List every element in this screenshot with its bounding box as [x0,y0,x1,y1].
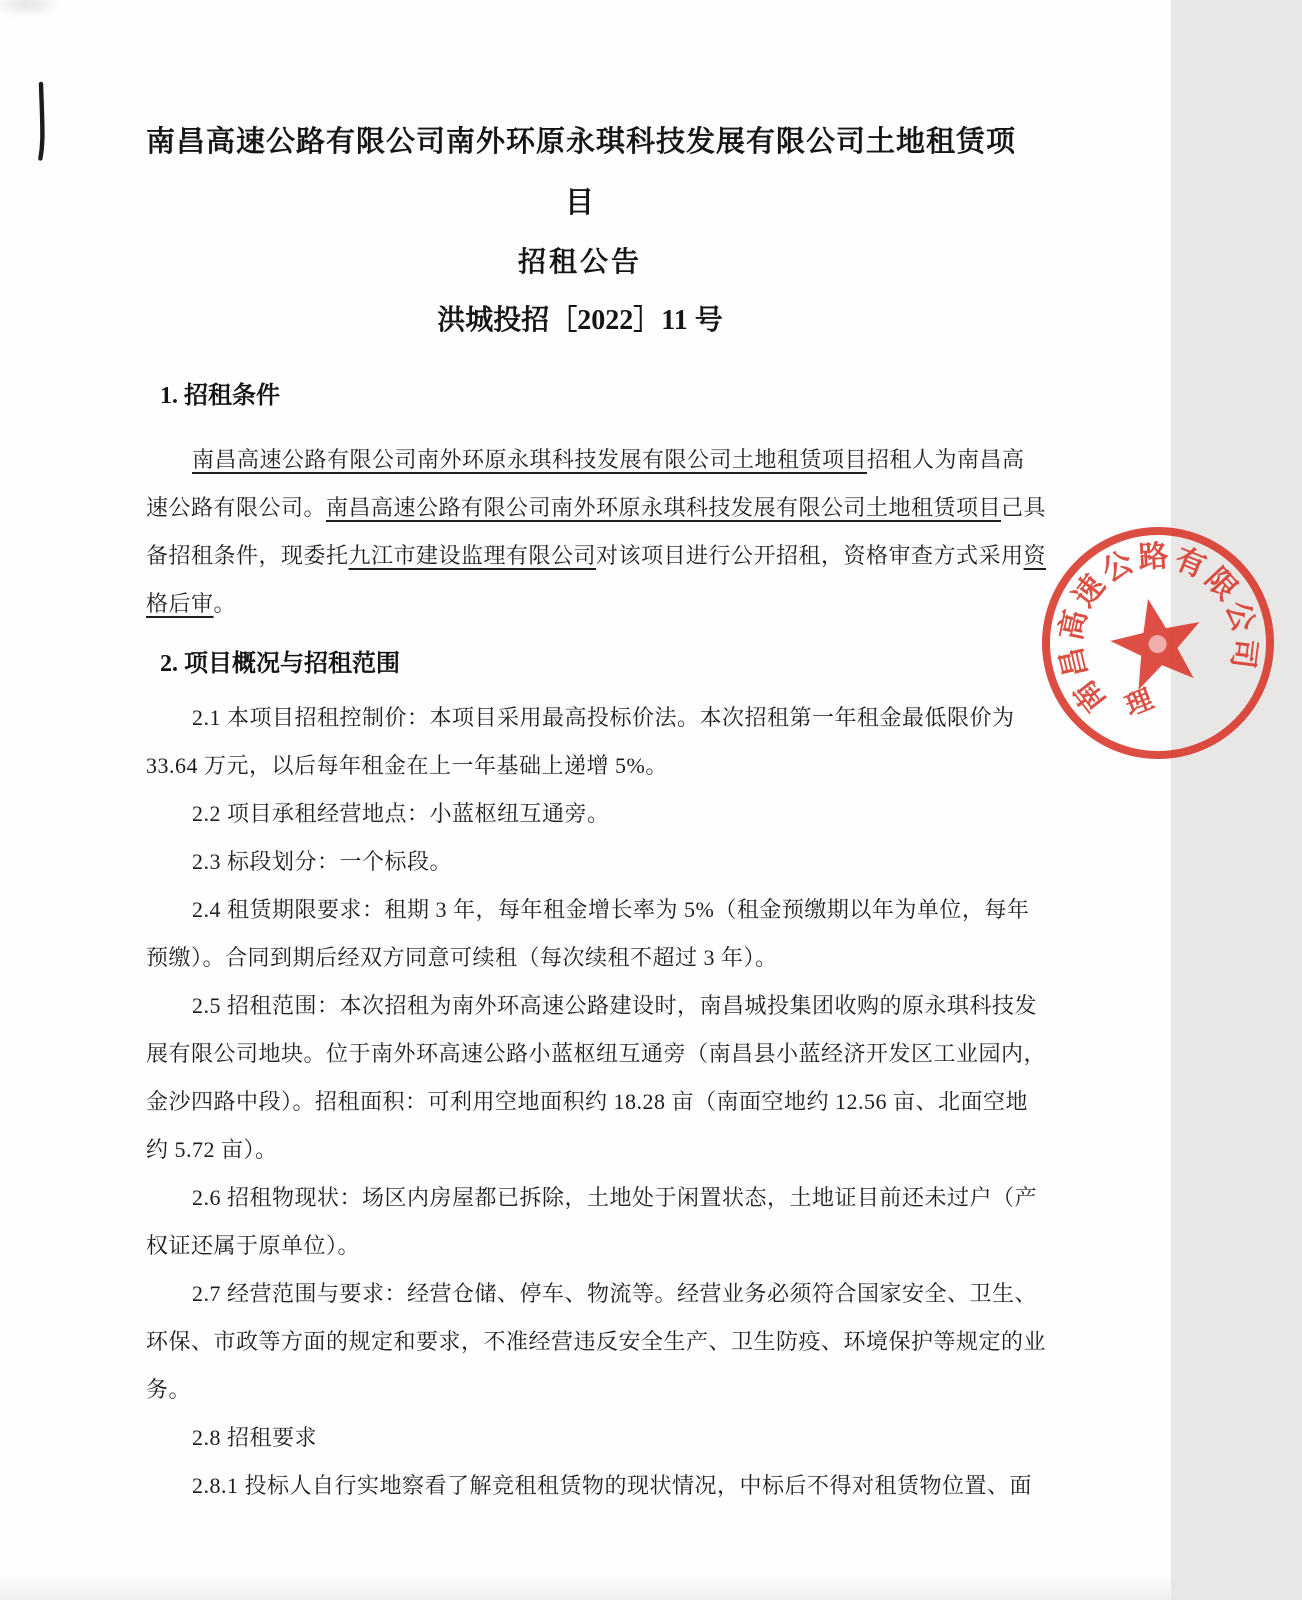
document-subtitle: 招租公告 [517,247,642,278]
doc-line [146,982,1038,1030]
plain-text: 2.8 招租要求 [192,1425,318,1450]
doc-line [146,484,1047,532]
doc-line [146,436,1025,484]
plain-text: 招租人为南昌高 [867,447,1025,472]
plain-text: 。 [213,591,237,616]
plain-text: 2.6 招租物现状：场区内房屋都已拆除，土地处于闲置状态，土地证目前还未过户（产 [192,1185,1038,1210]
doc-line [146,1462,1033,1510]
svg-text:南: 南 [1067,673,1113,718]
svg-text:理: 理 [1121,683,1158,722]
title-line-2: 目 [564,187,595,219]
title-line-1: 南昌高速公路有限公司南外环原永琪科技发展有限公司土地租赁项 [146,126,1017,158]
plain-text: 2.7 经营范围与要求：经营仓储、停车、物流等。经营业务必须符合国家安全、卫生、 [192,1281,1038,1306]
doc-line [146,1030,1047,1078]
doc-line [146,1126,1014,1174]
doc-line [146,790,1014,838]
document-number: 洪城投招［2022］11 号 [437,305,723,336]
section-heading: 1. 招租条件 [160,383,280,409]
svg-text:司: 司 [1225,636,1262,671]
doc-line [146,1174,1038,1222]
svg-text:限: 限 [1198,562,1244,607]
plain-text: 约 5.72 亩）。 [146,1137,278,1162]
underlined-text: 九江市建设监理有限公司 [348,543,597,568]
plain-text: 对该项目进行公开招租，资格审查方式采用 [596,543,1024,568]
doc-line [146,1366,1014,1414]
doc-line [146,1270,1038,1318]
doc-line [146,580,1014,628]
company-seal-stamp [1022,500,1302,800]
doc-line [146,838,1014,886]
seal-star-icon [1103,590,1210,694]
plain-text: 权证还属于原单位）。 [146,1233,361,1258]
plain-text: 备招租条件，现委托 [146,543,349,568]
pen-mark-artifact [30,78,54,164]
document-title [146,0,1017,349]
doc-line [146,532,1047,580]
svg-text:速: 速 [1067,569,1112,614]
underlined-text: 格后审 [146,591,214,616]
doc-line [146,1318,1047,1366]
plain-text: 展有限公司地块。位于南外环高速公路小蓝枢纽互通旁（南昌县小蓝经济开发区工业园内， [146,1041,1047,1066]
plain-text: 2.3 标段划分：一个标段。 [192,849,453,874]
doc-line [146,1222,1014,1270]
svg-text:公: 公 [1219,597,1261,636]
svg-text:路: 路 [1137,539,1170,575]
plain-text: 己具 [1001,495,1047,520]
doc-line [146,742,1014,790]
underlined-text: 南昌高速公路有限公司南外环原永琪科技发展有限公司土地租赁项目 [326,495,1002,520]
plain-text: 2.2 项目承租经营地点：小蓝枢纽互通旁。 [192,801,610,826]
scan-smudge [0,0,62,18]
document-body [146,378,1047,1510]
section-heading: 2. 项目概况与招租范围 [160,651,400,677]
document-content [146,0,1047,1510]
plain-text: 速公路有限公司。 [146,495,327,520]
doc-line [146,1414,1014,1462]
svg-text:有: 有 [1170,542,1211,585]
underlined-text: 南昌高速公路有限公司南外环原永琪科技发展有限公司土地租赁项目 [192,447,868,472]
underlined-text: 资 [1023,543,1047,568]
plain-text: 金沙四路中段）。招租面积：可利用空地面积约 18.28 亩（南面空地约 12.56 亩、北面空地 [146,1089,1029,1114]
svg-text:公: 公 [1096,545,1139,589]
plain-text: 环保、市政等方面的规定和要求，不准经营违反安全生产、卫生防疫、环境保护等规定的业 [146,1329,1047,1354]
plain-text: 2.1 本项目招租控制价：本项目采用最高投标价法。本次招租第一年租金最低限价为 [192,705,1015,730]
plain-text: 2.8.1 投标人自行实地察看了解竞租租赁物的现状情况，中标后不得对租赁物位置、面 [192,1473,1033,1498]
doc-line [146,934,1014,982]
doc-line [146,694,1014,742]
svg-text:高: 高 [1054,607,1094,644]
svg-text:昌: 昌 [1054,644,1094,681]
plain-text: 2.4 租赁期限要求：租期 3 年，每年租金增长率为 5%（租金预缴期以年为单位，每年 [192,897,1030,922]
doc-line [146,886,1030,934]
plain-text: 2.5 招租范围：本次招租为南外环高速公路建设时，南昌城投集团收购的原永琪科技发 [192,993,1038,1018]
plain-text: 预缴）。合同到期后经双方同意可续租（每次续租不超过 3 年）。 [146,945,778,970]
doc-line [146,1078,1029,1126]
plain-text: 33.64 万元，以后每年租金在上一年基础上递增 5%。 [146,753,668,778]
plain-text: 务。 [146,1377,192,1402]
